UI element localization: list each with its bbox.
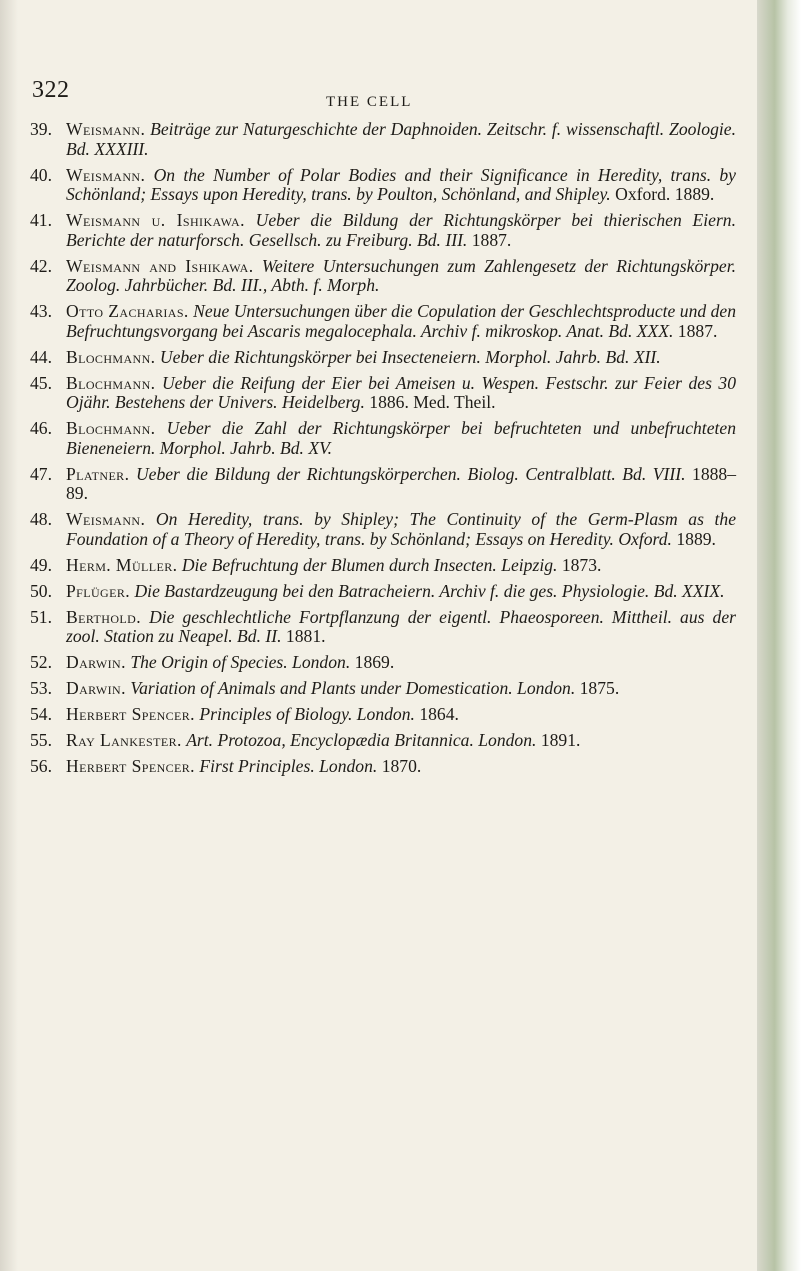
reference-number: 55. [30,730,52,750]
reference-imprint: 1881. [285,626,326,646]
reference-imprint: 1887. [471,229,512,250]
reference-title: Neue Untersuchungen über die Copulation der Geschlechtsproducte und den Befruchtungsvorgang bei Ascaris megalocephala. Archiv f. mikroskop. Anat. Bd. XXX. [66,301,736,341]
reference-title: Die Befruchtung der Blumen durch Insecten. Leipzig. [181,554,558,575]
reference-imprint: 1891. [540,730,581,750]
reference-title: Beiträge zur Naturgeschichte der Daphnoiden. Zeitschr. f. wissenschaftl. Zoologie. Bd. XXXIII. [66,119,736,159]
reference-author: Herbert Spencer. [66,704,195,724]
reference-number: 56. [30,756,52,776]
reference-item [30,705,736,725]
reference-item [30,556,736,576]
reference-author: Weismann u. Ishikawa. [66,210,245,230]
running-head: THE CELL [326,94,413,110]
reference-number: 53. [30,678,52,698]
reference-title: Art. Protozoa, Encyclopædia Britannica. London. [186,730,537,750]
reference-number: 42. [30,255,52,276]
reference-number: 45. [30,372,52,393]
reference-item [30,120,736,159]
reference-imprint: 1869. [354,652,395,672]
reference-number: 41. [30,210,52,230]
reference-item [30,608,736,647]
reference-item [30,510,736,549]
reference-author: Weismann. [66,509,146,529]
reference-number: 43. [30,301,52,321]
reference-title: Ueber die Richtungskörper bei Insecteneiern. Morphol. Jahrb. Bd. XII. [159,346,661,367]
page-left-shadow [0,0,18,1271]
reference-author: Darwin. [66,678,126,698]
reference-title: First Principles. London. [199,756,378,776]
reference-number: 39. [30,119,52,139]
reference-item [30,257,736,296]
reference-number: 46. [30,418,52,438]
reference-item [30,348,736,368]
reference-author: Herbert Spencer. [66,756,195,776]
reference-imprint: 1873. [561,554,602,575]
reference-title: Die Bastardzeugung bei den Batracheiern. Archiv f. die ges. Physiologie. Bd. XXIX. [134,580,725,601]
reference-author: Otto Zacharias. [66,301,189,321]
reference-item [30,302,736,341]
reference-author: Blochmann. [66,346,156,367]
reference-number: 44. [30,346,52,367]
reference-author: Weismann. [66,164,146,185]
reference-item [30,679,736,699]
reference-title: Ueber die Bildung der Richtungskörperchen. Biolog. Centralblatt. Bd. VIII. [135,463,686,484]
reference-title: Weitere Untersuchungen zum Zahlengesetz der Richtungskörper. Zoolog. Jahrbücher. Bd. III., Abth. f. Morph. [66,255,736,295]
reference-list [30,120,736,783]
reference-number: 47. [30,463,52,484]
reference-title: Die geschlechtliche Fortpflanzung der eigentl. Phaeosporeen. Mittheil. aus der zool. Station zu Neapel. Bd. II. [66,606,736,646]
reference-author: Blochmann. [66,372,156,393]
reference-author: Berthold. [66,606,142,627]
reference-author: Pflüger. [66,580,131,601]
reference-number: 48. [30,509,52,529]
reference-number: 51. [30,606,52,627]
reference-author: Darwin. [66,652,126,672]
page-right-edge [757,0,801,1271]
reference-author: Herm. Müller. [66,554,178,575]
reference-title: Variation of Animals and Plants under Domestication. London. [130,678,576,698]
page-number: 322 [32,77,70,103]
reference-item [30,653,736,673]
reference-imprint: 1887. [677,320,718,341]
reference-imprint: 1870. [381,756,422,776]
reference-imprint: 1875. [579,678,620,698]
reference-item [30,731,736,751]
reference-author: Blochmann. [66,418,156,438]
reference-title: Ueber die Bildung der Richtungskörper bei thierischen Eiern. Berichte der naturforsch. Gesellsch. zu Freiburg. Bd. III. [66,210,737,250]
reference-imprint: 1864. [419,704,459,724]
reference-item [30,465,736,504]
reference-author: Weismann. [66,119,146,139]
reference-number: 50. [30,580,52,601]
reference-title: Ueber die Reifung der Eier bei Ameisen u. Wespen. Festschr. zur Feier des 30 Ojähr. Bestehens der Univers. Heidelberg. [66,372,736,412]
reference-title: On the Number of Polar Bodies and their Significance in Heredity, trans. by Schönland; Essays upon Heredity, trans. by Poulton, Schönland, and Shipley. [66,164,736,204]
reference-number: 49. [30,554,52,575]
reference-title: Ueber die Zahl der Richtungskörper bei befruchteten und unbefruchteten Bieneneiern. Morphol. Jahrb. Bd. XV. [66,418,736,458]
reference-imprint: 1886. Med. Theil. [369,392,496,412]
reference-author: Ray Lankester. [66,730,182,750]
reference-imprint: 1888–89. [66,463,737,503]
reference-imprint: Oxford. 1889. [615,184,715,204]
reference-item [30,419,736,458]
reference-item [30,757,736,777]
reference-item [30,166,736,205]
reference-author: Platner. [66,463,130,484]
reference-imprint: 1889. [676,528,716,549]
reference-title: On Heredity, trans. by Shipley; The Continuity of the Germ-Plasm as the Foundation of a Theory of Heredity, trans. by Schönland; Essays on Heredity. Oxford. [66,509,737,549]
reference-title: Principles of Biology. London. [199,704,415,724]
reference-number: 54. [30,704,52,724]
reference-item [30,582,736,602]
reference-item [30,374,736,413]
reference-item [30,211,736,250]
reference-title: The Origin of Species. London. [130,652,351,672]
reference-number: 52. [30,652,52,672]
reference-number: 40. [30,164,52,185]
reference-author: Weismann and Ishikawa. [66,255,254,276]
